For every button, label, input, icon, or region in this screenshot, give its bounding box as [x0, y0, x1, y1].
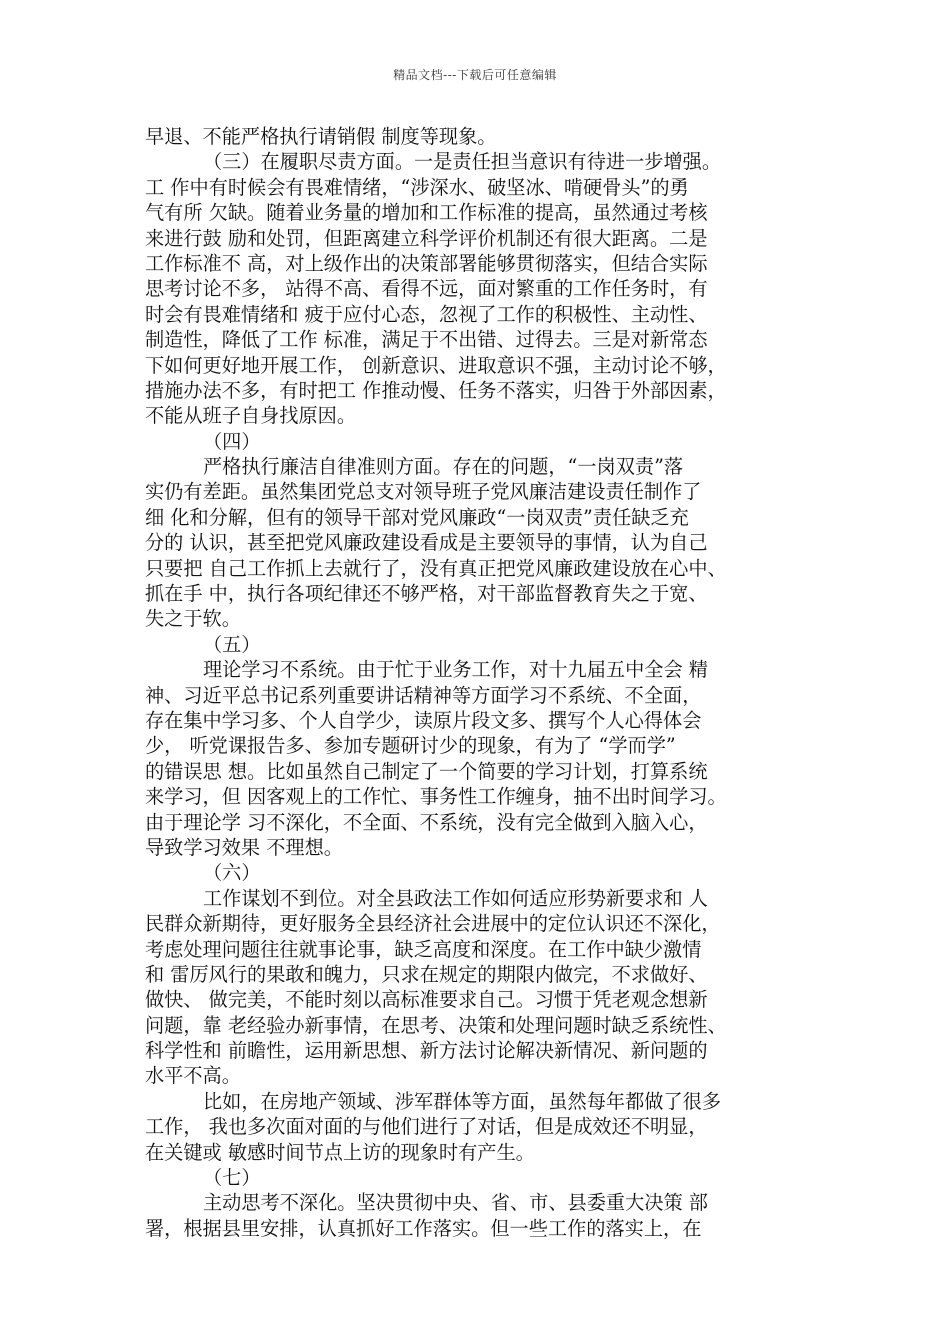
- text-line: 早退、不能严格执行请销假 制度等现象。: [145, 125, 497, 148]
- text-line: 署，根据县里安排，认真抓好工作落实。但一些工作的落实上，在: [145, 1216, 702, 1240]
- text-line: 神、习近平总书记系列重要讲话精神等方面学习不系统、不全面，: [145, 683, 702, 707]
- text-line: 工作标准不 高，对上级作出的决策部署能够贯彻落实，但结合实际: [145, 251, 708, 275]
- text-line: 实仍有差距。虽然集团党总支对领导班子党风廉洁建设责任制作了: [145, 480, 702, 504]
- text-line: 失之于软。: [145, 607, 241, 631]
- text-line: 不能从班子自身找原因。: [145, 404, 357, 428]
- text-line: 少， 听党课报告多、参加专题研讨少的现象，有为了 “学而学”: [145, 734, 676, 758]
- text-line: 气有所 欠缺。随着业务量的增加和工作标准的提高，虽然通过考核: [145, 201, 708, 225]
- document-body: [145, 124, 817, 1241]
- text-line: 措施办法不多，有时把工 作推动慢、任务不落实，归咎于外部因素，: [145, 378, 727, 402]
- text-line: （五）: [203, 632, 261, 656]
- text-line: 来进行鼓 励和处罚，但距离建立科学评价机制还有很大距离。二是: [145, 226, 708, 250]
- text-line: 细 化和分解，但有的领导干部对党风廉政“一岗双责”责任缺乏充: [145, 505, 689, 529]
- text-line: （七）: [203, 1166, 261, 1190]
- text-line: 工 作中有时候会有畏难情绪，“涉深水、破坚冰、啃硬骨头”的勇: [145, 175, 689, 199]
- text-line: 和 雷厉风行的果敢和魄力，只求在规定的期限内做完，不求做好、: [145, 962, 708, 986]
- text-line: 问题，靠 老经验办新事情，在思考、决策和处理问题时缺乏系统性、: [145, 1013, 727, 1037]
- text-line: 理论学习不系统。由于忙于业务工作，对十九届五中全会 精: [203, 658, 708, 682]
- text-line: 来学习，但 因客观上的工作忙、事务性工作缠身，抽不出时间学习。: [145, 785, 727, 809]
- text-line: 下如何更好地开展工作， 创新意识、进取意识不强，主动讨论不够，: [145, 353, 727, 377]
- text-line: 时会有畏难情绪和 疲于应付心态，忽视了工作的积极性、主动性、: [145, 302, 708, 326]
- text-line: 思考讨论不多， 站得不高、看得不远，面对繁重的工作任务时，有: [145, 277, 708, 301]
- text-line: （三）在履职尽责方面。一是责任担当意识有待进一步增强。: [203, 150, 722, 174]
- text-line: 的错误思 想。比如虽然自己制定了一个简要的学习计划，打算系统: [145, 759, 708, 783]
- text-line: 严格执行廉洁自律准则方面。存在的问题，“一岗双责”落: [203, 455, 684, 479]
- text-line: 工作， 我也多次面对面的与他们进行了对话，但是成效还不明显，: [145, 1115, 708, 1139]
- text-line: 导致学习效果 不理想。: [145, 835, 343, 859]
- text-line: （六）: [203, 861, 261, 885]
- text-line: 水平不高。: [145, 1064, 241, 1088]
- text-line: 由于理论学 习不深化，不全面、不系统，没有完全做到入脑入心，: [145, 810, 708, 834]
- text-line: 只要把 自己工作抓上去就行了，没有真正把党风廉政建设放在心中、: [145, 556, 727, 580]
- text-line: 考虑处理问题往往就事论事，缺乏高度和深度。在工作中缺少激情: [145, 937, 702, 961]
- text-line: 存在集中学习多、个人自学少，读原片段文多、撰写个人心得体会: [145, 708, 702, 732]
- text-line: 主动思考不深化。坚决贯彻中央、省、市、县委重大决策 部: [203, 1191, 708, 1215]
- text-line: 做快、 做完美，不能时刻以高标准要求自己。习惯于凭老观念想新: [145, 988, 708, 1012]
- text-line: 抓在手 中，执行各项纪律还不够严格，对干部监督教育失之于宽、: [145, 582, 708, 606]
- text-line: 制造性，降低了工作 标准，满足于不出错、过得去。三是对新常态: [145, 328, 708, 352]
- text-line: （四）: [203, 429, 261, 453]
- text-line: 民群众新期待，更好服务全县经济社会进展中的定位认识还不深化，: [145, 912, 721, 936]
- text-line: 分的 认识，甚至把党风廉政建设看成是主要领导的事情，认为自己: [145, 531, 708, 555]
- text-line: 比如，在房地产领域、涉军群体等方面，虽然每年都做了很多: [203, 1089, 722, 1113]
- text-line: 科学性和 前瞻性，运用新思想、新方法讨论解决新情况、新问题的: [145, 1039, 708, 1063]
- page-header: 精品文档---下载后可任意编辑: [393, 68, 557, 82]
- text-line: 工作谋划不到位。对全县政法工作如何适应形势新要求和 人: [203, 886, 708, 910]
- text-line: 在关键或 敏感时间节点上访的现象时有产生。: [145, 1140, 535, 1164]
